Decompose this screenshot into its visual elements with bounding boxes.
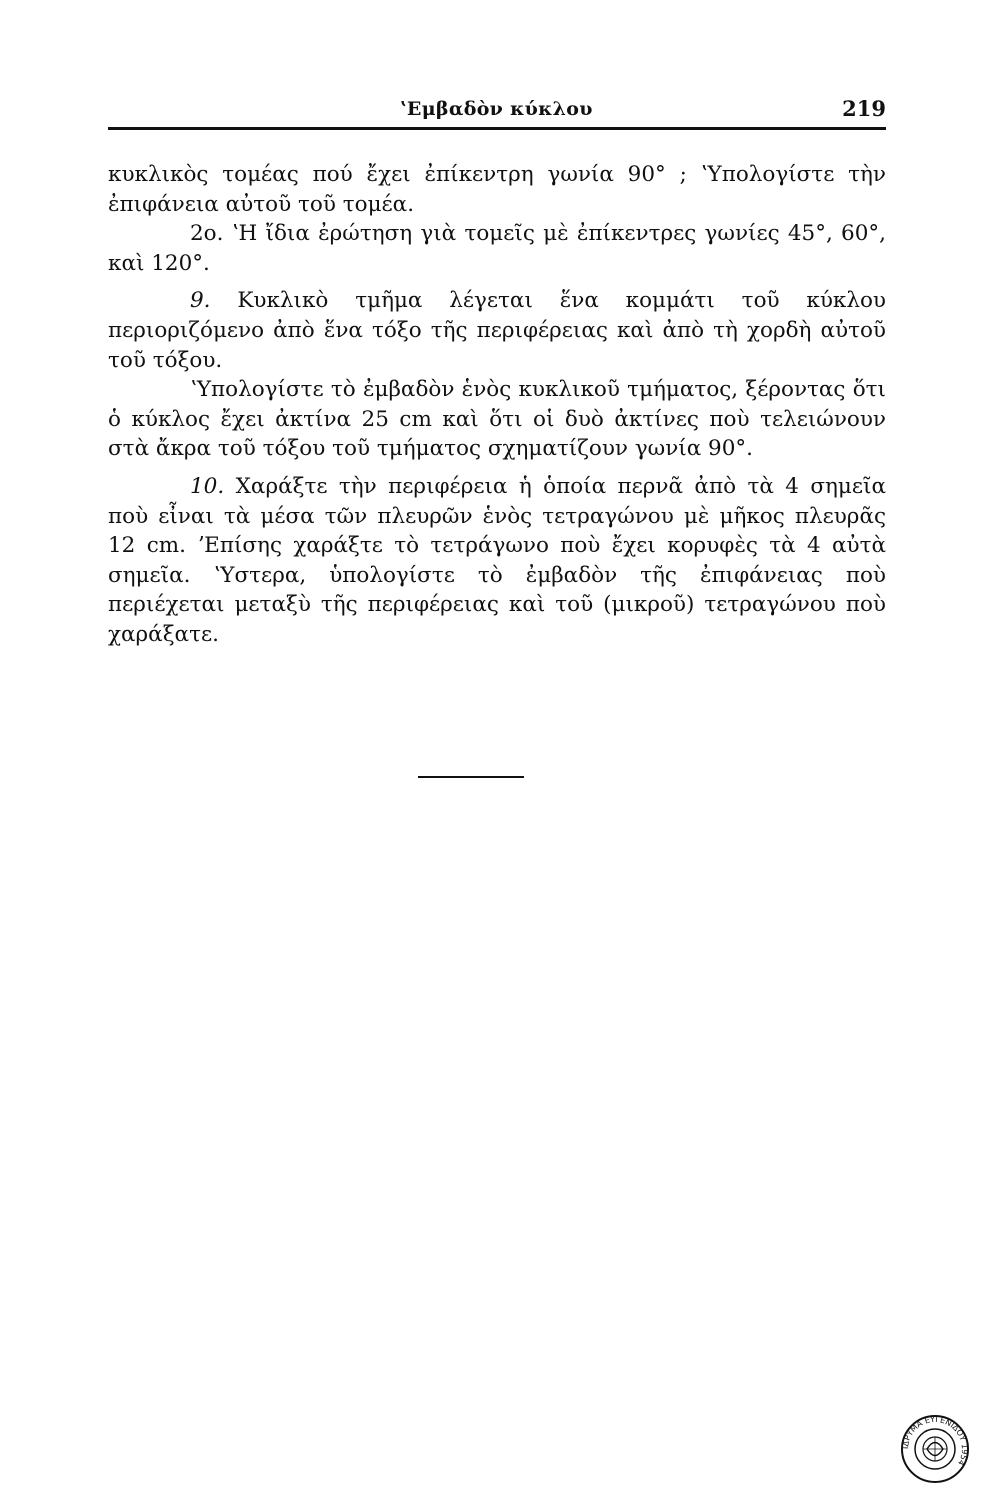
body-text [108,160,886,650]
page-header [108,94,886,126]
paragraph-text: ʽΥπολογίστε τὸ ἐμβαδὸν ἑνὸς κυκλικοῦ τμήματος, ξέροντας ὅτι ὁ κύκλος ἔχει ἀκτίνα 25 cm καὶ ὅτι οἱ δυὸ ἀκτίνες ποὺ τελειώνουν στὰ ἄκρα τοῦ τόξου τοῦ τμήματος σχηματίζουν γωνία 90°. [108,377,886,462]
paragraph-text: ʽΗ ἴδια ἐρώτηση γιὰ τομεῖς μὲ ἐπίκεντρες γωνίες 45°, 60°, καὶ 120°. [108,221,886,276]
paragraph-number: 2ο. [190,221,224,247]
section-end-rule [418,776,524,778]
paragraph-9-question [108,375,886,464]
header-rule [108,127,886,130]
paragraph-10 [108,472,886,650]
paragraph-9 [108,286,886,375]
paragraph-text: Κυκλικὸ τμῆμα λέγεται ἕνα κομμάτι τοῦ κύκλου περιοριζόμενο ἀπὸ ἕνα τόξο τῆς περιφέρειας καὶ ἀπὸ τὴ χορδὴ αὐτοῦ τοῦ τόξου. [108,288,886,373]
paragraph-2o [108,219,886,278]
page-number: 219 [842,96,886,121]
paragraph-text: Χαράξτε τὴν περιφέρεια ἡ ὁποία περνᾶ ἀπὸ τὰ 4 σημεῖα ποὺ εἶναι τὰ μέσα τῶν πλευρῶν ἑνὸς τετραγώνου μὲ μῆκος πλευρᾶς 12 cm. ʼΕπίσης χαράξτε τὸ τετράγωνο ποὺ ἔχει κορυφὲς τὰ 4 αὐτὰ σημεῖα. ʽΥστερα, ὑπολογίστε τὸ ἐμβαδὸν τῆς ἐπιφάνειας ποὺ περιέχεται μεταξὺ τῆς περιφέρειας καὶ τοῦ (μικροῦ) τετραγώνου ποὺ χαράξατε. [108,473,886,647]
paragraph-number: 10. [190,473,225,499]
running-title: ʽΕμβαδὸν κύκλου [400,98,593,120]
paragraph-number: 9. [190,288,211,314]
foundation-seal-stamp [900,1414,970,1484]
paragraph-continuation [108,160,886,219]
seal-lettering: ΙΔΡΥΜΑ ΕΥΓΕΝΙΔΟΥ 1954 [900,1414,970,1467]
seal-graphic [900,1414,970,1484]
paragraph-text: κυκλικὸς τομέας πού ἔχει ἐπίκεντρη γωνία 90° ; ʽΥπολογίστε τὴν ἐπιφάνεια αὐτοῦ τοῦ τομέα. [108,162,886,217]
